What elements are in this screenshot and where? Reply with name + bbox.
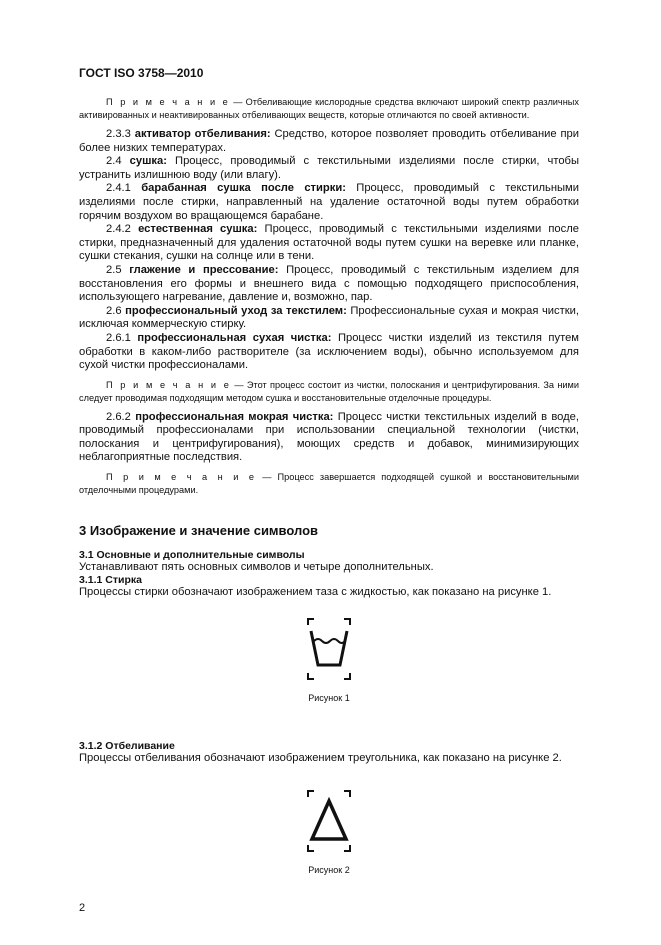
figure-1 xyxy=(79,617,579,704)
page-number: 2 xyxy=(79,902,86,915)
note-label: П р и м е ч а н и е xyxy=(106,472,257,483)
clause-number: 2.4.1 xyxy=(106,182,131,195)
definition-text: Процесс чистки текстильных изделий в воде, проводимый профессионалами при использовании специальной технологии (чистки, полоскания и центрифугирования), моющих средств и добавок, минимизирующих неблагоприятные последствия. xyxy=(79,410,579,464)
washtub-symbol-icon xyxy=(306,617,352,681)
definition-paragraph xyxy=(79,305,579,332)
definition-paragraph xyxy=(79,155,579,182)
clause-number: 2.4 xyxy=(106,155,122,168)
term: барабанная сушка после стирки: xyxy=(141,182,346,195)
subsection-heading: 3.1.1 Стирка xyxy=(79,574,142,587)
definitions-body xyxy=(79,96,579,497)
clause-number: 2.6.1 xyxy=(106,331,131,344)
clause-number: 2.3.3 xyxy=(106,128,131,140)
definition-text: Процесс, проводимый с текстильным изделием для восстановления его формы и внешнего вида с помощью подходящего приспособления, использующего нагревание, давление и, возможно, пар. xyxy=(79,263,580,304)
subsection-text: Процессы стирки обозначают изображением таза с жидкостью, как показано на рисунке 1. xyxy=(79,586,552,599)
subsection-heading: 3.1.2 Отбеливание xyxy=(79,740,175,753)
section-3-1-2 xyxy=(79,740,579,765)
term: активатор отбеливания: xyxy=(134,128,271,140)
figure-2 xyxy=(79,789,579,876)
clause-number: 2.5 xyxy=(106,263,122,276)
note-paragraph xyxy=(79,471,579,497)
subsection-text: Процессы отбеливания обозначают изображением треугольника, как показано на рисунке 2. xyxy=(79,752,562,765)
figure-caption: Рисунок 1 xyxy=(308,693,350,704)
term: глажение и прессование: xyxy=(129,263,279,276)
term: профессиональная мокрая чистка: xyxy=(135,410,334,423)
definition-text: Процесс, проводимый с текстильными изделиями после стирки, предназначенный для удаления остаточной воды путем сушки на веревке или планке, сушки стекания, сушки на солнце или в тени. xyxy=(79,223,579,263)
note-paragraph xyxy=(79,379,579,405)
definition-paragraph xyxy=(79,128,579,155)
note-label: П р и м е ч а н и е xyxy=(106,97,230,107)
clause-number: 2.4.2 xyxy=(106,223,131,236)
clause-number: 2.6 xyxy=(106,304,122,317)
note-text: — Этот процесс состоит из чистки, полоскания и центрифугирования. За ними следует проводимая подходящим методом сушка и восстановительные отделочные процедуры. xyxy=(79,379,580,403)
definition-paragraph xyxy=(79,264,579,305)
definition-paragraph xyxy=(79,332,579,373)
figure-caption: Рисунок 2 xyxy=(308,865,350,876)
definition-text: Средство, которое позволяет проводить отбеливание при более низких температурах. xyxy=(79,128,580,154)
section-3-1 xyxy=(79,549,579,599)
definition-paragraph xyxy=(79,411,579,465)
section-heading: 3 Изображение и значение символов xyxy=(79,523,319,539)
definition-paragraph xyxy=(79,223,579,264)
document-header: ГОСТ ISO 3758—2010 xyxy=(79,66,204,80)
subsection-heading: 3.1 Основные и дополнительные символы xyxy=(79,549,305,562)
term: профессиональный уход за текстилем: xyxy=(125,304,347,317)
definition-text: Процесс, проводимый с текстильными изделиями после стирки, направленный на удаление остаточной воды путем обработки горячим воздухом во вращающемся барабане. xyxy=(79,182,579,222)
clause-number: 2.6.2 xyxy=(106,410,131,423)
term: естественная сушка: xyxy=(138,223,258,236)
term: профессиональная сухая чистка: xyxy=(137,331,332,344)
note-text: — Отбеливающие кислородные средства включают широкий спектр различных активированных и неактивированных отбеливающих веществ, которые отличаются по своей активности. xyxy=(79,97,579,120)
triangle-symbol-icon xyxy=(306,789,352,853)
term: сушка: xyxy=(129,155,167,168)
definition-text: Профессиональные сухая и мокрая чистки, исключая коммерческую стирку. xyxy=(79,304,579,331)
definition-text: Процесс, проводимый с текстильными изделиями после стирки, чтобы устранить излишнюю воду (или влагу). xyxy=(79,155,580,181)
definition-paragraph xyxy=(79,182,579,223)
note-paragraph xyxy=(79,96,579,122)
definition-text: Процесс чистки изделий из текстиля путем обработки в каком-либо растворителе (за исключением воды), обычно используемом для сухой чистки профессионалами. xyxy=(79,331,579,372)
note-label: П р и м е ч а н и е xyxy=(106,379,232,390)
subsection-text: Устанавливают пять основных символов и четыре дополнительных. xyxy=(79,561,434,574)
note-text: — Процесс завершается подходящей сушкой и восстановительными отделочными процедурами. xyxy=(79,472,579,496)
